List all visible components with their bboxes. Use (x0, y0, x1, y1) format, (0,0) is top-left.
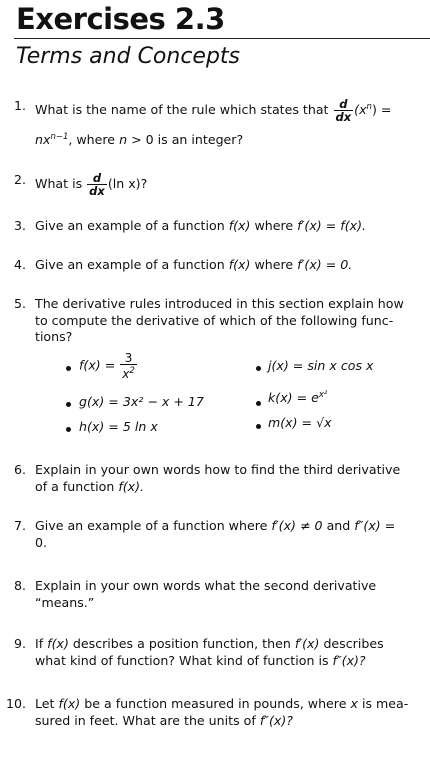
question-text: 0. (35, 534, 48, 550)
question-text: If (35, 636, 44, 651)
bullet-dot (256, 401, 261, 406)
math-expr: f′(x) ≠ 0 (271, 518, 323, 533)
math-expr: n (366, 101, 372, 112)
math-expr: ) = (371, 102, 392, 117)
section-subtitle: Terms and Concepts (16, 44, 241, 69)
math-expr: f″(x)? (332, 652, 366, 668)
question-text: Give an example of a function where (35, 518, 268, 533)
question-text: Explain in your own words what the second derivative (35, 578, 377, 593)
math-expr: f(x) (58, 696, 81, 711)
math-expr: (x (354, 102, 367, 117)
question-number: 8. (13, 578, 26, 593)
bullet-dot (66, 427, 71, 432)
question-text: The derivative rules introduced in this section explain how (35, 296, 404, 311)
math-expr: f(x) (47, 636, 69, 651)
math-expr: f″(x)? (259, 712, 293, 728)
title-rule (14, 38, 430, 39)
question-number: 3. (13, 218, 26, 233)
math-expr: nx (35, 132, 51, 148)
math-expr: n (119, 132, 128, 148)
question-text: What is (35, 176, 83, 191)
math-expr: f′(x) = f(x). (297, 218, 366, 233)
math-expr: f(x). (118, 478, 145, 494)
bullet-dot (256, 366, 261, 371)
question-text: What is the name of the rule which states that (35, 102, 329, 117)
question-text: Let (35, 696, 55, 711)
question-text: where (254, 218, 294, 233)
question-text: Explain in your own words how to find the third derivative (35, 462, 401, 477)
math-expr: f(x) (228, 257, 251, 272)
question-number: 5. (13, 296, 26, 311)
question-text: > 0 is an integer? (131, 132, 244, 148)
list-item: f(x) = $\frac{3}{x^2}$ (79, 351, 135, 381)
question-number: 6. (13, 462, 26, 477)
list-item: h(x) = 5 ln x (79, 419, 158, 434)
question-number: 10. (5, 696, 26, 711)
question-number: 7. (13, 518, 26, 533)
list-item: g(x) = 3x² − x + 17 (79, 394, 204, 409)
list-item: j(x) = sin x cos x (268, 358, 374, 373)
derivative-operator: $\frac{d}{dx}$ (89, 171, 105, 198)
question-number: 4. (13, 257, 26, 272)
question-text: what kind of function? What kind of function is (35, 652, 329, 668)
question-text: of a function (35, 478, 115, 494)
question-text: Give an example of a function (35, 218, 225, 233)
question-text: is mea- (361, 696, 409, 711)
question-text: “means.” (35, 594, 95, 610)
math-expr: x (350, 696, 358, 711)
list-item: $k(x) = e^{x^2}$ (268, 390, 328, 406)
question-text: describes (323, 636, 384, 651)
question-number: 2. (13, 172, 26, 187)
bullet-dot (256, 424, 261, 429)
derivative-operator: $\frac{d}{dx}$ (335, 97, 352, 124)
question-text: tions? (35, 329, 73, 344)
question-text: , where (68, 132, 116, 148)
question-text: ? (140, 176, 148, 191)
bullet-dot (66, 402, 71, 407)
math-expr: f″(x) = (354, 518, 396, 533)
question-text: describes a position function, then (72, 636, 291, 651)
page-title: Exercises 2.3 (16, 2, 225, 36)
question-text: be a function measured in pounds, where (84, 696, 347, 711)
question-text: sured in feet. What are the units of (35, 712, 256, 728)
list-item: m(x) = √x (268, 415, 332, 430)
math-expr: f(x) (228, 218, 251, 233)
bullet-dot (66, 366, 71, 371)
question-text: Give an example of a function (35, 257, 225, 272)
question-number: 9. (13, 636, 26, 651)
question-number: 1. (13, 98, 26, 113)
math-expr: f′(x) = 0. (297, 257, 353, 272)
question-text: and (326, 518, 351, 533)
question-text: to compute the derivative of which of the following func- (35, 312, 394, 328)
math-expr: f′(x) (294, 636, 320, 651)
question-text: where (254, 257, 294, 272)
math-expr: n−1 (50, 132, 69, 142)
math-expr: (ln x) (107, 176, 141, 191)
